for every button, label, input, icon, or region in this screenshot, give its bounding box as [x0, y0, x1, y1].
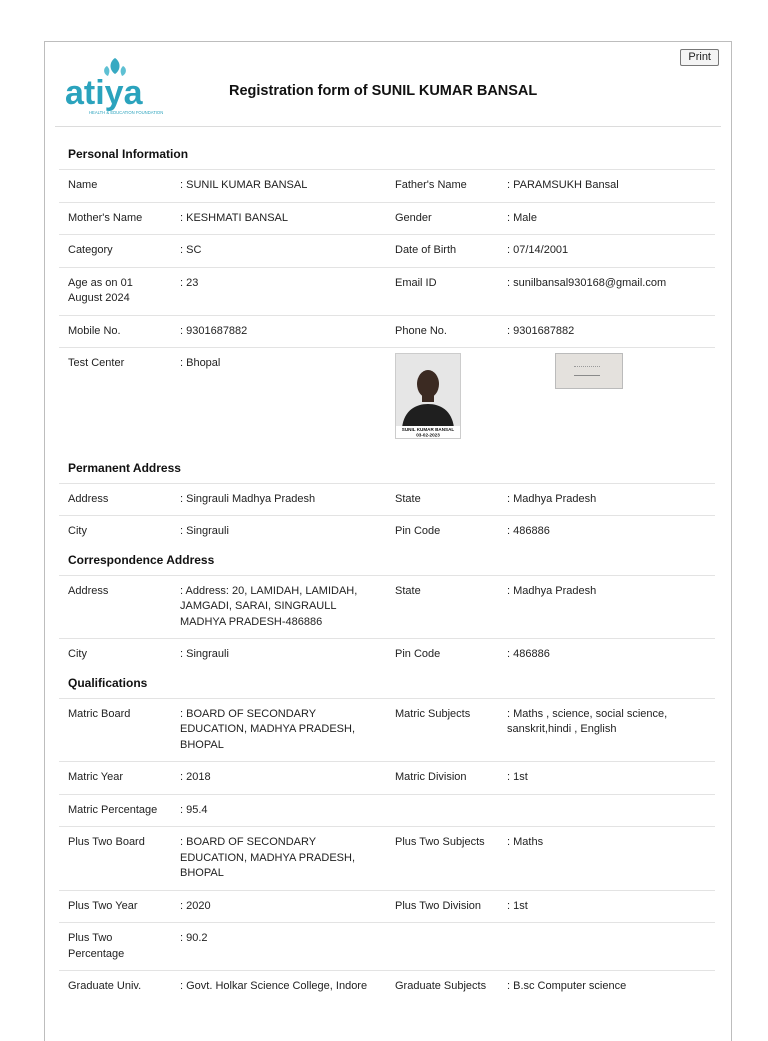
permanent-address-table: [59, 483, 715, 548]
field-label: [386, 794, 498, 827]
signature-scrawl: [574, 366, 600, 376]
field-value: : Maths: [498, 827, 715, 891]
table-row: [59, 483, 715, 516]
field-value: : B.sc Computer science: [498, 971, 715, 1003]
field-label: Date of Birth: [386, 235, 498, 268]
field-label: [386, 923, 498, 971]
field-value: : SUNIL KUMAR BANSAL: [171, 170, 386, 203]
field-value: : 23: [171, 267, 386, 315]
field-label: Matric Division: [386, 762, 498, 795]
table-row: [59, 170, 715, 203]
field-label: Matric Subjects: [386, 698, 498, 762]
field-value: : 1st: [498, 762, 715, 795]
field-value: : BOARD OF SECONDARY EDUCATION, MADHYA PRADESH, BHOPAL: [171, 827, 386, 891]
table-row: [59, 827, 715, 891]
field-label: State: [386, 483, 498, 516]
table-row: [59, 698, 715, 762]
field-label: Age as on 01 August 2024: [59, 267, 171, 315]
field-value: [498, 923, 715, 971]
field-label: Graduate Subjects: [386, 971, 498, 1003]
form-content: [59, 142, 715, 1003]
field-value: : 486886: [498, 516, 715, 548]
field-value: : Maths , science, social science, sanskrit,hindi , English: [498, 698, 715, 762]
field-label: Plus Two Subjects: [386, 827, 498, 891]
photo-caption-name: SUNIL KUMAR BANSAL: [401, 427, 455, 432]
page-title: Registration form of SUNIL KUMAR BANSAL: [229, 83, 538, 99]
atiya-logo: [63, 52, 167, 116]
correspondence-address-table: [59, 575, 715, 671]
field-value: : Singrauli: [171, 516, 386, 548]
field-label: Plus Two Division: [386, 890, 498, 923]
field-value: : 95.4: [171, 794, 386, 827]
field-value: : Madhya Pradesh: [498, 575, 715, 639]
logo-leaf-icon: [111, 58, 120, 74]
section-title-permanent: Permanent Address: [68, 460, 181, 475]
field-label: Plus Two Percentage: [59, 923, 171, 971]
field-value: : 07/14/2001: [498, 235, 715, 268]
field-label: City: [59, 639, 171, 671]
field-value: : BOARD OF SECONDARY EDUCATION, MADHYA PRADESH, BHOPAL: [171, 698, 386, 762]
field-label: Matric Board: [59, 698, 171, 762]
field-label: Mother's Name: [59, 202, 171, 235]
applicant-signature: [555, 353, 623, 389]
field-label: Plus Two Board: [59, 827, 171, 891]
table-row: [59, 971, 715, 1003]
field-label: Name: [59, 170, 171, 203]
logo-wordmark: atiya: [65, 74, 143, 112]
field-value: : KESHMATI BANSAL: [171, 202, 386, 235]
section-title-correspondence: Correspondence Address: [68, 552, 215, 567]
registration-form: [44, 41, 732, 1041]
table-row: [59, 202, 715, 235]
field-value: : 2020: [171, 890, 386, 923]
qualifications-table: [59, 698, 715, 1003]
field-label: Address: [59, 575, 171, 639]
field-value: : 2018: [171, 762, 386, 795]
field-label: Test Center: [59, 348, 171, 450]
field-value: : PARAMSUKH Bansal: [498, 170, 715, 203]
table-row: [59, 890, 715, 923]
table-row: [59, 315, 715, 348]
section-title-qualifications: Qualifications: [68, 675, 148, 690]
field-label: Email ID: [386, 267, 498, 315]
field-label: City: [59, 516, 171, 548]
field-value: : Madhya Pradesh: [498, 483, 715, 516]
field-value: : sunilbansal930168@gmail.com: [498, 267, 715, 315]
field-label: Father's Name: [386, 170, 498, 203]
table-row: [59, 348, 715, 450]
field-value: : 90.2: [171, 923, 386, 971]
print-button[interactable]: Print: [680, 49, 719, 66]
field-label: Matric Year: [59, 762, 171, 795]
field-label: Pin Code: [386, 516, 498, 548]
field-value: : Govt. Holkar Science College, Indore: [171, 971, 386, 1003]
photo-cell: [386, 348, 498, 450]
field-label: Plus Two Year: [59, 890, 171, 923]
field-value: : Bhopal: [171, 348, 386, 450]
field-label: Gender: [386, 202, 498, 235]
field-value: : SC: [171, 235, 386, 268]
table-row: [59, 516, 715, 548]
field-label: Mobile No.: [59, 315, 171, 348]
field-value: : 9301687882: [498, 315, 715, 348]
applicant-photo: [395, 353, 461, 439]
signature-cell: [498, 348, 715, 450]
table-row: [59, 923, 715, 971]
field-label: Phone No.: [386, 315, 498, 348]
field-value: : 486886: [498, 639, 715, 671]
field-label: Matric Percentage: [59, 794, 171, 827]
field-value: [498, 794, 715, 827]
table-row: [59, 762, 715, 795]
field-label: State: [386, 575, 498, 639]
personal-info-table: [59, 169, 715, 450]
field-value: : 9301687882: [171, 315, 386, 348]
header-divider: [55, 126, 721, 127]
table-row: [59, 639, 715, 671]
field-label: Address: [59, 483, 171, 516]
field-label: Graduate Univ.: [59, 971, 171, 1003]
field-value: : 1st: [498, 890, 715, 923]
field-label: Category: [59, 235, 171, 268]
table-row: [59, 267, 715, 315]
table-row: [59, 575, 715, 639]
table-row: [59, 235, 715, 268]
field-value: : Singrauli: [171, 639, 386, 671]
table-row: [59, 794, 715, 827]
field-label: Pin Code: [386, 639, 498, 671]
photo-caption-date: 03-02-2023: [416, 432, 440, 438]
section-title-personal: Personal Information: [68, 147, 189, 161]
field-value: : Address: 20, LAMIDAH, LAMIDAH, JAMGADI, SARAI, SINGRAULL MADHYA PRADESH-486886: [171, 575, 386, 639]
field-value: : Male: [498, 202, 715, 235]
field-value: : Singrauli Madhya Pradesh: [171, 483, 386, 516]
logo-tagline: HEALTH & EDUCATION FOUNDATION: [89, 110, 164, 115]
